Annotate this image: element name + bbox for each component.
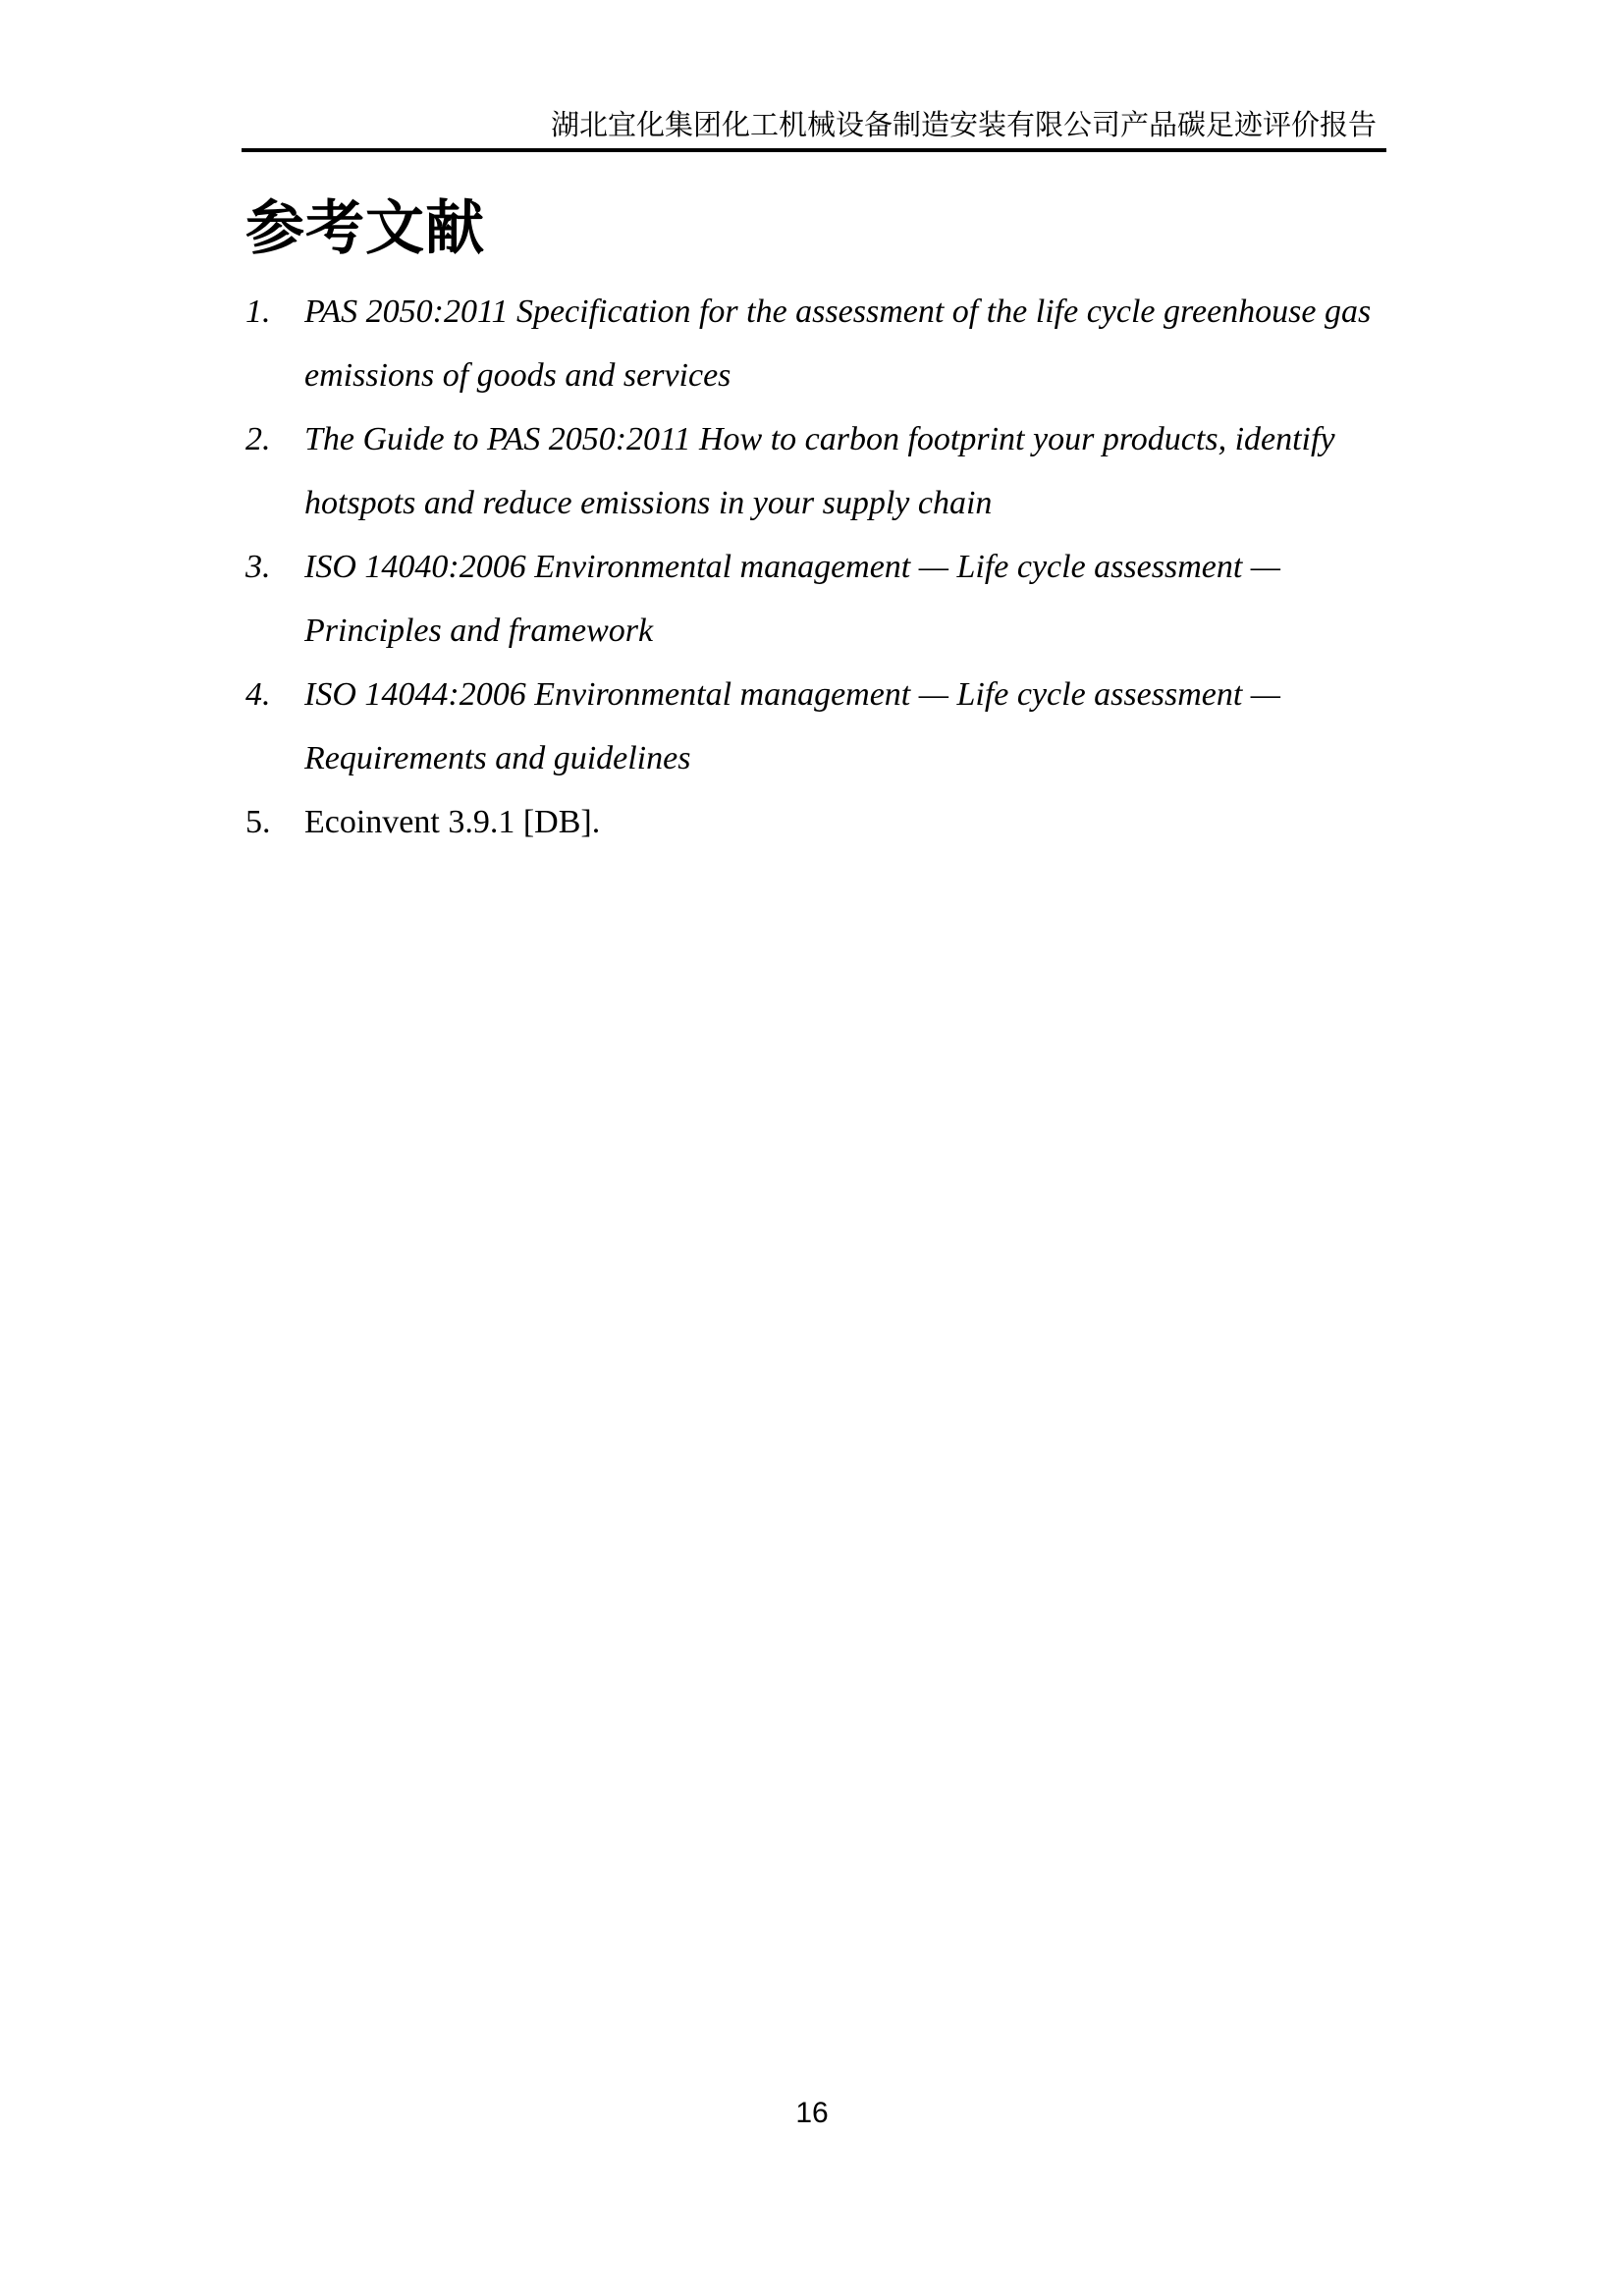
running-header-title: 湖北宜化集团化工机械设备制造安装有限公司产品碳足迹评价报告 — [550, 110, 1377, 141]
reference-item — [245, 535, 1424, 663]
reference-text — [304, 535, 1424, 663]
reference-line: Requirements and guidelines — [304, 740, 691, 776]
reference-number: 5. — [245, 804, 271, 840]
reference-line: PAS 2050:2011 Specification for the assessment of the life cycle greenhouse gas — [304, 294, 1372, 330]
reference-number: 1. — [245, 294, 271, 330]
reference-line: hotspots and reduce emissions in your supply chain — [304, 485, 993, 521]
reference-item — [245, 790, 1424, 854]
section-title: 参考文献 — [245, 196, 485, 261]
reference-line: The Guide to PAS 2050:2011 How to carbon footprint your products, identify — [304, 421, 1335, 457]
reference-line: Principles and framework — [304, 613, 654, 649]
reference-line: ISO 14044:2006 Environmental management — Life cycle assessment — — [304, 676, 1281, 713]
reference-text — [304, 407, 1424, 535]
reference-item — [245, 663, 1424, 790]
reference-text — [304, 790, 1424, 854]
reference-number: 3. — [245, 549, 271, 585]
page-number: 16 — [795, 2097, 829, 2129]
reference-number: 2. — [245, 421, 271, 457]
reference-line: ISO 14040:2006 Environmental management — Life cycle assessment — — [304, 549, 1281, 585]
header-rule-divider — [242, 148, 1386, 152]
reference-list — [245, 280, 1424, 854]
reference-item — [245, 280, 1424, 407]
reference-item — [245, 407, 1424, 535]
reference-number: 4. — [245, 676, 271, 713]
reference-line: Ecoinvent 3.9.1 [DB]. — [304, 804, 601, 840]
reference-text — [304, 280, 1424, 407]
reference-text — [304, 663, 1424, 790]
reference-line: emissions of goods and services — [304, 357, 731, 394]
